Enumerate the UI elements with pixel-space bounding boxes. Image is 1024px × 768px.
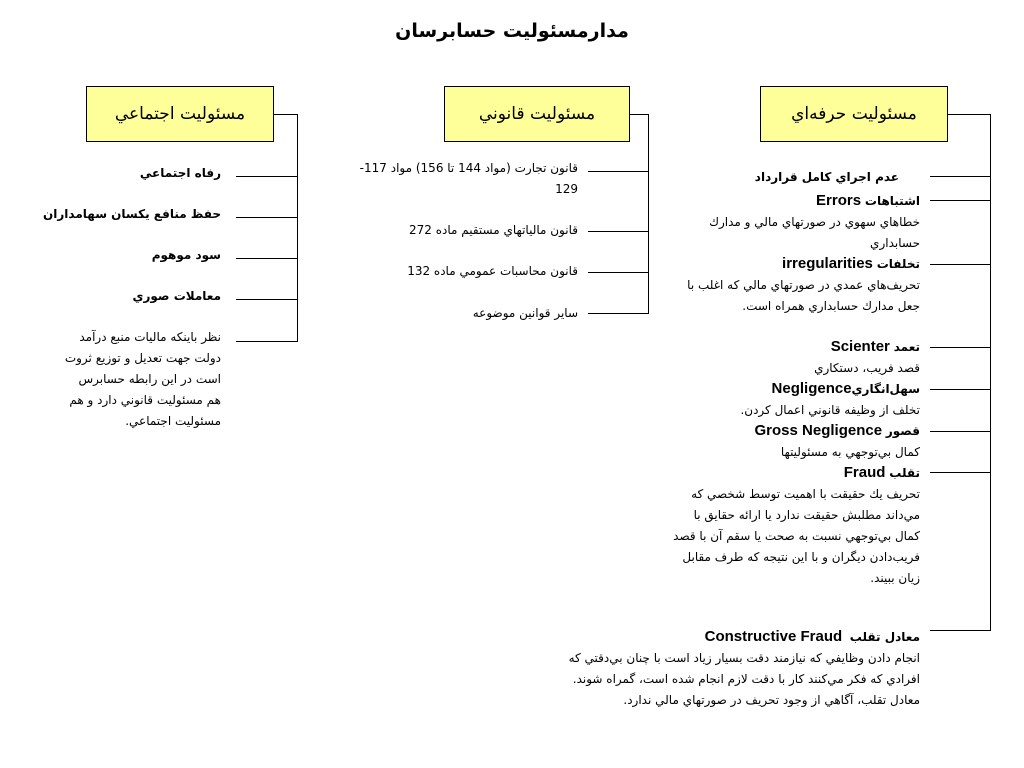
professional-branch: [930, 264, 991, 265]
social-branch: [236, 217, 298, 218]
social-trunk: [297, 114, 298, 342]
gross-negligence-section: قصور Gross Negligence كمال بي‌توجهي به مسئوليتها: [754, 422, 920, 459]
professional-branch: [930, 347, 991, 348]
legal-item-tax-law: قانون مالياتهاي مستقيم ماده 272: [409, 223, 578, 237]
fraud-section: تقلب Fraud تحريف يك حقيقت با اهميت توسط شخصي كه مي‌داند مطلبش حقيقت ندارد يا ارائه حقايق با كمال بي‌توجهي نسبت به صحت يا سقم آن با قصد فريب‌دادن ديگران و با اين نتيجه كه طرف مقابل زيان ببيند.: [673, 464, 920, 585]
professional-responsibility-box: مسئوليت حرفه‌اي: [760, 86, 948, 142]
social-note: نظر باينكه ماليات منبع درآمد دولت جهت تعديل و توزيع ثروت است در اين رابطه حسابرس هم مسئوليت قانوني دارد و هم مسئوليت اجتماعي.: [64, 330, 221, 428]
professional-branch: [930, 431, 991, 432]
errors-section: اشتباهات Errors خطاهاي سهوي در صورتهاي مالي و مدارك حسابداري: [709, 192, 920, 250]
social-item: رفاه اجتماعي: [139, 166, 221, 180]
legal-branch: [588, 272, 649, 273]
professional-branch: [930, 200, 991, 201]
legal-responsibility-box: مسئوليت قانوني: [444, 86, 630, 142]
constructive-fraud-section: معادل تقلب Constructive Fraud انجام دادن وظايفي كه نيازمند دقت بسيار زياد است با چنان بي‌دقتي كه افرادي كه فكر مي‌كنند كار با دقت لازم انجام شده است، گمراه شوند. معادل تقلب، آگاهي از وجود تحريف در صورتهاي مالي ندارد.: [568, 628, 920, 707]
social-responsibility-box: مسئوليت اجتماعي: [86, 86, 274, 142]
social-branch: [236, 299, 298, 300]
legal-item-public-accounts-law: قانون محاسبات عمومي ماده 132: [407, 264, 578, 278]
social-item: معاملات صوري: [132, 289, 221, 303]
professional-branch: [930, 630, 991, 631]
legal-branch: [588, 313, 649, 314]
page-title: مدارمسئوليت حسابرسان: [395, 20, 629, 42]
social-branch: [236, 258, 298, 259]
professional-branch: [930, 389, 991, 390]
social-branch: [236, 341, 298, 342]
professional-connector: [948, 114, 991, 115]
legal-trunk: [648, 114, 649, 314]
professional-trunk: [990, 114, 991, 631]
social-item: حفظ منافع يكسان سهامداران: [43, 207, 221, 221]
legal-branch: [588, 171, 649, 172]
professional-branch: [930, 472, 991, 473]
irregularities-section: تخلفات irregularities تحريف‌هاي عمدي در صورتهاي مالي كه اغلب با جعل مدارك حسابداري همراه است.: [687, 255, 920, 313]
professional-branch: [930, 176, 991, 177]
legal-item-other-laws: ساير قوانين موضوعه: [472, 306, 578, 320]
scienter-section: تعمد Scienter قصد فريب، دستكاري: [814, 338, 920, 375]
legal-item-commerce-law: قانون تجارت (مواد 144 تا 156) مواد 117- 129: [359, 161, 578, 196]
social-connector: [274, 114, 298, 115]
legal-branch: [588, 231, 649, 232]
social-item: سود موهوم: [151, 248, 221, 262]
negligence-section: سهل‌انگاريNegligence تخلف از وظيفه قانوني اعمال كردن.: [740, 380, 920, 417]
breach-of-contract: عدم اجراي كامل قرارداد: [754, 170, 899, 184]
legal-connector: [630, 114, 649, 115]
social-branch: [236, 176, 298, 177]
